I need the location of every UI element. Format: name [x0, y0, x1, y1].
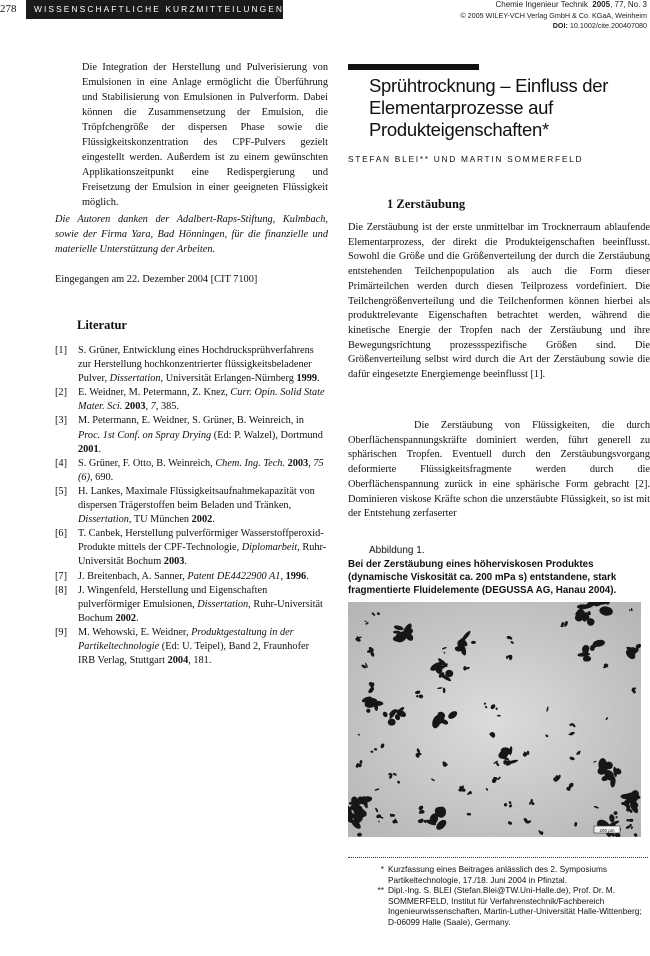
reference-text: . [317, 373, 320, 385]
journal-issue: , 77, No. 3 [610, 0, 647, 9]
reference-text: 2001 [78, 443, 99, 455]
reference-text: , 385. [155, 401, 179, 413]
footnote-2 [348, 885, 648, 927]
reference-text: 1996 [285, 570, 307, 582]
reference-text: , [280, 570, 286, 582]
reference-text: S. Grüner, F. Otto, B. Weinreich, [78, 457, 216, 469]
received-date: Eingegangen am 22. Dezember 2004 [CIT 7100] [55, 274, 258, 285]
reference-item [55, 386, 328, 414]
reference-text: 75 (6) [78, 457, 324, 483]
reference-text: Patent DE4422900 A1 [187, 570, 281, 582]
reference-text: . [212, 514, 215, 526]
reference-text: T. Canbek, Herstellung pulverförmiger Wasserstoffperoxid-Produkte mittels der CPF-Technologie, [78, 528, 324, 554]
reference-number: [2] [55, 387, 68, 399]
reference-text: , Universität Erlangen-Nürnberg [160, 373, 297, 385]
reference-text: Dissertation [109, 373, 161, 385]
footnote-text: Kurzfassung eines Beitrages anlässlich des 2. Symposiums Partikeltechnologie, 17./18. Juni 2004 in Pfinztal. [388, 864, 608, 885]
reference-text: . [98, 443, 102, 455]
author-line: STEFAN BLEI** UND MARTIN SOMMERFELD [348, 154, 584, 164]
footnote-mark: ** [377, 885, 384, 896]
reference-text: (Ed: P. Walzel), Dortmund [211, 429, 323, 441]
reference-text: H. Lankes, Maximale Flüssigkeitsaufnahmekapazität von dispersen Trägerstoffen beim Beladen und Tränken, [78, 485, 315, 512]
section-heading: 1 Zerstäubung [387, 197, 466, 211]
footnotes [348, 864, 648, 928]
reference-text: 2003 [163, 556, 185, 568]
micrograph-image [348, 602, 641, 837]
reference-number: [4] [55, 457, 68, 469]
reference-text: Produktgestaltung in der Partikeltechnologie [78, 626, 294, 652]
reference-number: [7] [55, 570, 68, 582]
micrograph-graphic [348, 602, 641, 837]
reference-text: 2004 [167, 655, 189, 667]
reference-text: M. Petermann, E. Weidner, S. Grüner, B. Weinreich, in [78, 415, 304, 427]
reference-text: , Ruhr-Universität Bochum [78, 598, 323, 624]
copyright-line: © 2005 WILEY-VCH Verlag GmbH & Co. KGaA, Weinheim [460, 10, 647, 20]
footnote-1 [348, 864, 648, 885]
article-title: Sprühtrocknung – Einfluss der Elementarprozesse auf Produkteigenschaften* [369, 75, 609, 140]
reference-text: Diplomarbeit [241, 542, 298, 554]
footnote-text: Dipl.-Ing. S. BLEI (Stefan.Blei@TW.Uni-Halle.de), Prof. Dr. M. SOMMERFELD, Institut für Verfahrenstechnik/Fachbereich Ingenieurwissenschaften, Martin-Luther-Universität Halle-Wittenberg; D-06099 Halle (Saale), Germany. [388, 885, 642, 927]
reference-text: , Ruhr-Universität Bochum [78, 542, 327, 568]
reference-text: , [145, 401, 151, 413]
journal-year: 2005 [592, 0, 611, 9]
reference-text: 2002 [191, 514, 213, 526]
reference-item [55, 457, 328, 485]
reference-text: J. Wingenfeld, Herstellung und Eigenschaften pulverförmiger Emulsionen, [78, 584, 268, 610]
reference-text: Proc. 1st Conf. on Spray Drying [78, 429, 212, 441]
reference-text: , 690. [90, 471, 114, 483]
reference-list [55, 344, 328, 668]
title-rule [348, 64, 479, 70]
reference-item [55, 626, 328, 668]
reference-number: [6] [55, 528, 68, 540]
doi-value: 10.1002/cite.200407080 [569, 21, 647, 30]
reference-text: S. Grüner, Entwicklung eines Hochdrucksprühverfahrens zur Herstellung hochkonzentrierter flüssigkeitsbeladener Pulver, [78, 345, 314, 385]
reference-item [55, 344, 328, 386]
literature-heading: Literatur [77, 318, 127, 332]
reference-text: 2003 [287, 457, 309, 469]
reference-text: , TU München [128, 514, 192, 526]
reference-number: [5] [55, 485, 68, 497]
section-banner: WISSENSCHAFTLICHE KURZMITTEILUNGEN [26, 0, 283, 19]
journal-info [460, 0, 647, 32]
reference-text: E. Weidner, M. Petermann, Z. Knez, [78, 387, 231, 399]
reference-text: 1999 [296, 373, 318, 385]
journal-line: Chemie Ingenieur Technik [495, 0, 588, 9]
figure-label: Abbildung 1. [369, 545, 425, 556]
reference-number: [8] [55, 584, 68, 596]
reference-text: Dissertation [78, 514, 129, 526]
particle-fragment [577, 604, 589, 609]
reference-text: M. Wehowski, E. Weidner, [78, 626, 192, 638]
reference-item [55, 414, 328, 456]
page-number: 278 [0, 3, 17, 15]
acknowledgement: Die Autoren danken der Adalbert-Raps-Stiftung, Kulmbach, sowie der Firma Yara, Bad Hönningen, für die finanzielle und materielle Unterstützung der Arbeiten. [55, 214, 328, 256]
reference-text: Curr. Opin. Solid State Mater. Sci. [78, 387, 325, 413]
reference-text: . [184, 556, 187, 568]
footnote-mark: * [380, 864, 384, 874]
reference-item [55, 570, 328, 584]
doi-label: DOI: [552, 21, 568, 30]
reference-number: [1] [55, 345, 68, 356]
reference-text: , [308, 457, 314, 469]
intro-paragraph: Die Integration der Herstellung und Pulverisierung von Emulsionen in eine Anlage ermöglicht die Überführung und Stabilisierung von Emulsionen in Pulverform. Dabei können die Zusammensetzung der Emulsion, die Tröpfchengröße der dispersen Phase sowie die Flüssigkeitskonzentration des CPF-Pulvers gezielt eingestellt werden. Außerdem ist zu einem gewünschten Applikationszeitpunkt eine Redispergierung und Freisetzung der Emulsion in einer geeigneten Flüssigkeit möglich. [82, 62, 328, 209]
reference-number: [9] [55, 626, 68, 638]
reference-text: , 181. [188, 655, 212, 667]
reference-item [55, 485, 328, 527]
reference-text: . [136, 612, 139, 624]
particle-fragment [578, 752, 580, 755]
reference-text: Chem. Ing. Tech. [215, 457, 286, 469]
body-paragraph-2: Die Zerstäubung von Flüssigkeiten, die durch Oberflächenspannungskräfte dominiert werden, führt generell zu sphärischen Tropfen. Eventuell durch den Zerstäubungsvorgang deformierte Flüssigkeitsfragmente werden durch die Oberflächenspannung zurück in eine sphärische Form gebracht [2]. Dominieren viskose Kräfte schon die unzerstäubte Flüssigkeit, so ist mit der Entstehung zerfaserter [348, 420, 650, 520]
reference-number: [3] [55, 415, 68, 427]
reference-text: 7 [150, 401, 156, 413]
scale-bar-label: 200 µm [599, 828, 615, 833]
reference-text: J. Breitenbach, A. Sanner, [78, 570, 188, 582]
reference-text: 2003 [124, 401, 146, 413]
reference-text: . [306, 570, 309, 582]
reference-text: 2002 [115, 612, 137, 624]
reference-item [55, 527, 328, 569]
footnote-rule [348, 857, 648, 858]
particle-fragment [365, 621, 367, 622]
reference-text: Dissertation [197, 598, 249, 610]
figure-caption: Bei der Zerstäubung eines höherviskosen Produktes (dynamische Viskosität ca. 200 mPa s) entstandene, stark fragmentierte Fluidelemente (DEGUSSA AG, Hanau 2004). [348, 559, 617, 597]
body-paragraph-1: Die Zerstäubung ist der erste unmittelbar im Trocknerraum ablaufende Elementarprozess, der direkt die Produkteigenschaften beeinflusst. Sowohl die Größe und die Größenverteilung der durch die Zerstäubung entstehenden Teilchenpopulation als auch die Form dieser Primärteilchen werden durch diesen Teilprozess vordefiniert. Die Teilchengrößenverteilung und die Teilchenformen können hierbei als produktrelevante Eigenschaften betrachtet werden, während die kinetische Energie der Tropfen nach der Zerstäubung und ihre Bewegungsrichtung prozessspezifische Größen sind. Die Größenverteilung selbst wird durch die Art der Zerstäubung sowie die dafür eingesetzte Energiemenge beeinflusst [1]. [348, 222, 650, 381]
reference-text: (Ed: U. Teipel), Band 2, Fraunhofer IRB Verlag, Stuttgart [78, 640, 310, 667]
reference-item [55, 584, 328, 626]
